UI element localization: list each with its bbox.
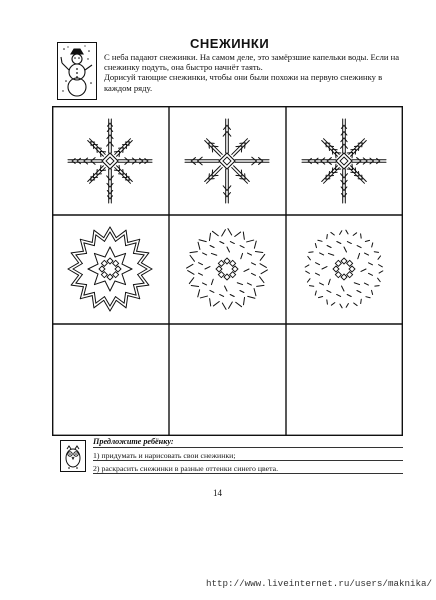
snowflake-1-1 — [68, 119, 152, 203]
snowflake-grid — [52, 106, 403, 436]
owl-icon — [61, 441, 85, 471]
suggest-item-2: 2) раскрасить снежинки в разные оттенки синего цвета. — [93, 464, 279, 473]
watermark-url: http://www.liveinternet.ru/users/maknika/ — [206, 578, 433, 589]
intro-text — [104, 52, 404, 93]
snowflake-2-2 — [187, 229, 268, 310]
snowflake-2-3 — [305, 230, 383, 308]
snowflake-grid-svg — [52, 106, 403, 436]
suggest-title: Предложите ребёнку: — [93, 437, 174, 446]
page-number: 14 — [213, 488, 222, 498]
owl-icon-frame — [60, 440, 86, 472]
divider — [93, 447, 403, 448]
suggest-item-1: 1) придумать и нарисовать свои снежинки; — [93, 451, 236, 460]
page-title: СНЕЖИНКИ — [190, 36, 270, 51]
intro-paragraph-2: Дорисуй тающие снежинки, чтобы они были похожи на первую снежинку в каждом ряду. — [104, 72, 383, 93]
snowman-icon — [58, 43, 96, 99]
snowflake-1-3 — [302, 119, 386, 203]
snowflake-1-2 — [185, 119, 269, 203]
intro-paragraph-1: С неба падают снежинки. На самом деле, это замёрзшие капельки воды. Если на снежинку подуть, она быстро начнёт таять. — [104, 52, 400, 73]
snowman-icon-frame — [57, 42, 97, 100]
divider — [93, 460, 403, 461]
divider — [93, 473, 403, 474]
snowflake-2-1 — [68, 227, 152, 311]
